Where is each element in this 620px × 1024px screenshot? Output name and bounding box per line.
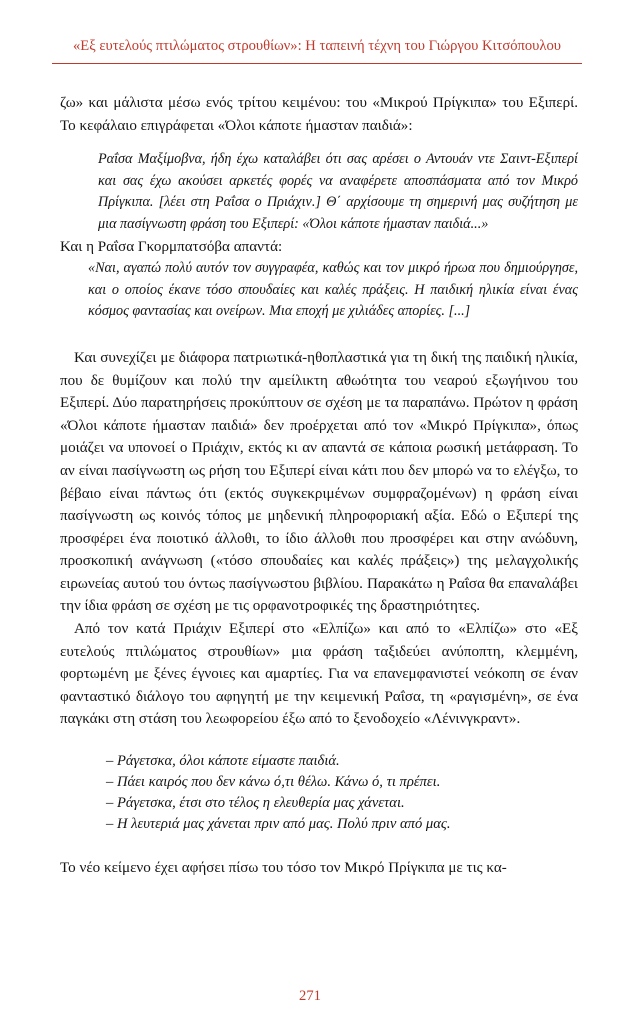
- dialogue-line: – Πάει καιρός που δεν κάνω ό,τι θέλω. Κάνω ό, τι πρέπει.: [106, 774, 441, 791]
- running-head-text: «Εξ ευτελούς πτιλώματος στρουθίων»: Η ταπεινή τέχνη του Γιώργου Κιτσόπουλου: [72, 38, 562, 54]
- running-head: [52, 38, 582, 55]
- dialogue-line: – Η λευτεριά μας χάνεται πριν από μας. Πολύ πριν από μας.: [106, 816, 451, 833]
- dialogue-line: – Ράγετσκα, έτσι στο τέλος η ελευθερία μας χάνεται.: [106, 795, 405, 812]
- opening-paragraph: ζω» και μάλιστα μέσω ενός τρίτου κειμένου: του «Μικρού Πρίγκιπα» του Εξιπερί. Το κεφάλαιο επιγράφεται «Όλοι κάποτε ήμασταν παιδιά»:: [60, 95, 578, 134]
- header-rule: [52, 63, 582, 64]
- page-number: 271: [299, 988, 321, 1004]
- block-quote-priakhin: Ραΐσα Μαξίμοβνα, ήδη έχω καταλάβει ότι σας αρέσει ο Αντουάν ντε Σαιντ-Εξιπερί και σας έχω ακούσει αρκετές φορές να αναφέρετε αποσπάσματα από τον Μικρό Πρίγκιπα. [λέει στη Ραΐσα ο Πριάχιν.] Θ΄ αρχίσουμε τη σημερινή μας συζήτηση με μια πασίγνωστη φράση του Εξιπερί: «Όλοι κάποτε ήμασταν παιδιά...»: [98, 151, 578, 232]
- dialogue-block: [106, 751, 578, 835]
- block-quote-raisa: «Ναι, αγαπώ πολύ αυτόν τον συγγραφέα, καθώς και τον μικρό ήρωα που δημιούργησε, και ο οποίος έκανε τόσο σπουδαίες και καλές πράξεις. Η παιδική ηλικία είναι ένας κόσμος φαντασίας και ονείρων. Μια εποχή με χιλιάδες απορίες. [...]: [88, 260, 578, 320]
- paragraph-2: Από τον κατά Πριάχιν Εξιπερί στο «Ελπίζω» και από το «Ελπίζω» στο «Εξ ευτελούς πτιλώματος στρουθίων» μια φράση ταξιδεύει ανύποπτη, κλεμμένη, φορτωμένη με ξένες έγνοιες και αμαρτίες. Για να επανεμφανιστεί νεόκοπη σε έναν φανταστικό διάλογο του αφηγητή με την κειμενική Ραΐσα, τη «ραγισμένη», σε ένα παγκάκι στη στάση του λεωφορείου έξω από το ξενοδοχείο «Λένινγκραντ».: [60, 621, 578, 728]
- quote-lead-line: Και η Ραΐσα Γκορμπατσόβα απαντά:: [60, 238, 283, 255]
- closing-line: Το νέο κείμενο έχει αφήσει πίσω του τόσο τον Μικρό Πρίγκιπα με τις κα-: [60, 860, 507, 877]
- body-text: [60, 92, 578, 880]
- paragraph-1: Και συνεχίζει με διάφορα πατριωτικά-ηθοπλαστικά για τη δική της παιδική ηλικία, που δε θυμίζουν και πολύ την αμείλικτη αθωότητα του νεαρού εξωγήινου του Εξιπερί. Δύο παρατηρήσεις προκύπτουν σε σχέση με τα παραπάνω. Πρώτον η φράση «Όλοι κάποτε ήμασταν παιδιά» δεν προέρχεται από τον «Μικρό Πρίγκιπα», όπως μοιάζει να υπονοεί ο Πριάχιν, εκτός κι αν απαντά σε κάποια ρωσική μετάφραση. Το αν είναι πασίγνωστη ως ρήση του Εξιπερί είναι κάτι που δεν μπορώ να το ελέγξω, το βέβαιο είναι πάντως ότι (εκτός συγκεκριμένων συμφραζομένων) η φράση είναι πασίγνωστη ως κοινός τόπος με μηδενική πληροφοριακή αξία. Εδώ ο Εξιπερί της προσφέρει ένα ποιοτικό άλλοθι, το ίδιο άλλοθι που προσφέρει και στην ανώδυνη, προσκοπική ανάγνωση («τόσο σπουδαίες και καλές πράξεις») της μελαγχολικής ειρωνείας αυτού του όντως πασίγνωστου βιβλίου. Παρακάτω η Ραΐσα θα επαναλάβει την ίδια φράση σε σχέση με τις ορφανοτροφικές της δραστηριότητες.: [60, 349, 578, 615]
- dialogue-line: – Ράγετσκα, όλοι κάποτε είμαστε παιδιά.: [106, 753, 340, 770]
